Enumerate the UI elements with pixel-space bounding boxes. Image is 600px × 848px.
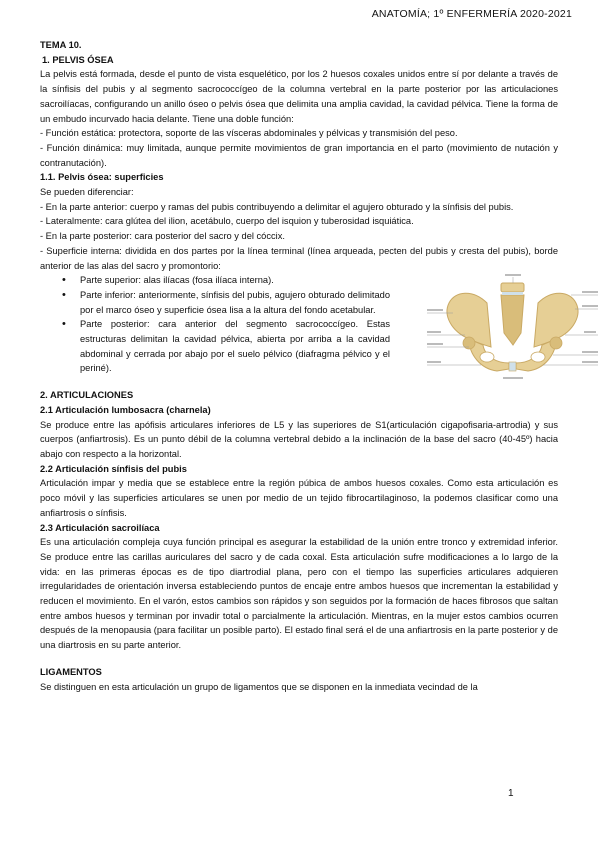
function-dynamic: - Función dinámica: muy limitada, aunque permite movimientos de gran importancia en el parto (movimiento de nutación y contranutación). [40, 142, 558, 168]
surface-anterior: - En la parte anterior: cuerpo y ramas del pubis contribuyendo a delimitar el agujero obturado y la sínfisis del pubis. [40, 201, 514, 212]
pubic-symphysis [509, 362, 516, 371]
topic-title: TEMA 10. [40, 40, 82, 50]
ligaments-title: LIGAMENTOS [40, 666, 102, 677]
document-body [40, 38, 558, 694]
ligaments-text: Se distinguen en esta articulación un grupo de ligamentos que se disponen en la inmediata vecindad de la [40, 681, 478, 692]
subsection-2-1-title: 2.1 Articulación lumbosacra (charnela) [40, 404, 211, 415]
subsection-2-1-text: Se produce entre las apófisis articulares inferiores de L5 y las superiores de S1(articulación cigapofisaria-artrodia) y sus cuerpos (anfiartrosis). Es un punto débil de la columna vertebral debido a la inclinación de la base del sacro (40-45º) hacia abajo con respecto a la horizontal. [40, 419, 558, 459]
lumbar-vertebra [501, 283, 524, 292]
right-acetabulum [550, 337, 562, 349]
section-2-title: 2. ARTICULACIONES [40, 390, 134, 401]
subsection-1-1-title: 1.1. Pelvis ósea: superficies [40, 172, 164, 183]
list-item: • Parte superior: alas ilíacas (fosa ilíaca interna). [62, 273, 390, 288]
subsection-2-3-text: Es una articulación compleja cuya función principal es asegurar la estabilidad de la unión entre tronco y extremidad inferior. Se produce entre las carillas auriculares del sacro y de cada coxal. Esta articulación sufre modificaciones a lo largo de la vida: en las primeras épocas es de tipo diartrodial plana, pero con el tiempo las superficies articulares adquieren irregularidades de orientación inversa estableciendo puntos de encaje entre ambos huesos que incrementan la estabilidad y reducen el movimiento. En el varón, estos cambios son rápidos y son seguidos por la formación de haces fibrosos que saltan entre ambos huesos y terminan por invadir total o parcialmente la articulación. Mientras, en la mujer estos cambios ocurren después de la menopausia (para facilitar un posible parto). El estado final será el de una anfiartrosis en la parte posterior y de una diartrosis en su parte anterior. [40, 537, 558, 651]
surface-posterior: - En la parte posterior: cara posterior del sacro y del cóccix. [40, 231, 285, 242]
intervertebral-disc [502, 292, 523, 295]
list-item: • Parte inferior: anteriormente, sínfisis del pubis, agujero obturado delimitado por el marco óseo y superficie ósea lisa a la altura del fondo acetabular. [62, 288, 390, 317]
subsection-2-2-title: 2.2 Articulación sínfisis del pubis [40, 463, 187, 474]
list-item: • Parte posterior: cara anterior del segmento sacrococcígeo. Estas estructuras delimitan la cavidad pélvica, abierta por arriba a la cavidad abdominal y cerrada por abajo por el suelo pélvico (diafragma pélvico y el periné). [62, 317, 390, 376]
internal-surface-list [62, 273, 390, 376]
subsection-1-1-lead: Se pueden diferenciar: [40, 187, 134, 198]
running-header: ANATOMÍA; 1º ENFERMERÍA 2020-2021 [371, 8, 572, 20]
right-obturator-foramen [531, 352, 545, 362]
subsection-2-3-title: 2.3 Articulación sacroilíaca [40, 522, 160, 533]
pelvis-illustration [425, 273, 600, 385]
page-number: 1 [508, 788, 514, 799]
subsection-2-2-text: Articulación impar y media que se establece entre la región púbica de ambos huesos coxales. Como esta articulación es poco móvil y las superficies articulares se unen por medio de un tejido fibrocartilaginoso, la podemos clasificar como una anfiartrosis o sínfisis. [40, 478, 558, 518]
surface-lateral: - Lateralmente: cara glútea del ilion, acetábulo, cuerpo del isquion y tuberosidad isquiática. [40, 216, 414, 227]
internal-surface-parts [40, 273, 558, 376]
section-1-title: 1. PELVIS ÓSEA [42, 54, 114, 65]
function-static: - Función estática: protectora, soporte de las vísceras abdominales y pélvicas y transmisión del peso. [40, 128, 458, 139]
left-obturator-foramen [480, 352, 494, 362]
surface-internal: - Superficie interna: dividida en dos partes por la línea terminal (línea arqueada, pecten del pubis y cresta del pubis), borde anterior de las alas del sacro y promontorio: [40, 245, 558, 271]
section-1-intro: La pelvis está formada, desde el punto de vista esquelético, por los 2 huesos coxales unidos entre sí por delante a través de la sínfisis del pubis y al segmento sacrococcígeo de la columna vertebral en la parte posterior por las articulaciones sacroilíacas, configurando un anillo óseo o pelvis ósea que delimita una amplia cavidad, la cavidad pélvica. Tiene la forma de un embudo incurvado hacia delante. Tiene una doble función: [40, 69, 558, 124]
